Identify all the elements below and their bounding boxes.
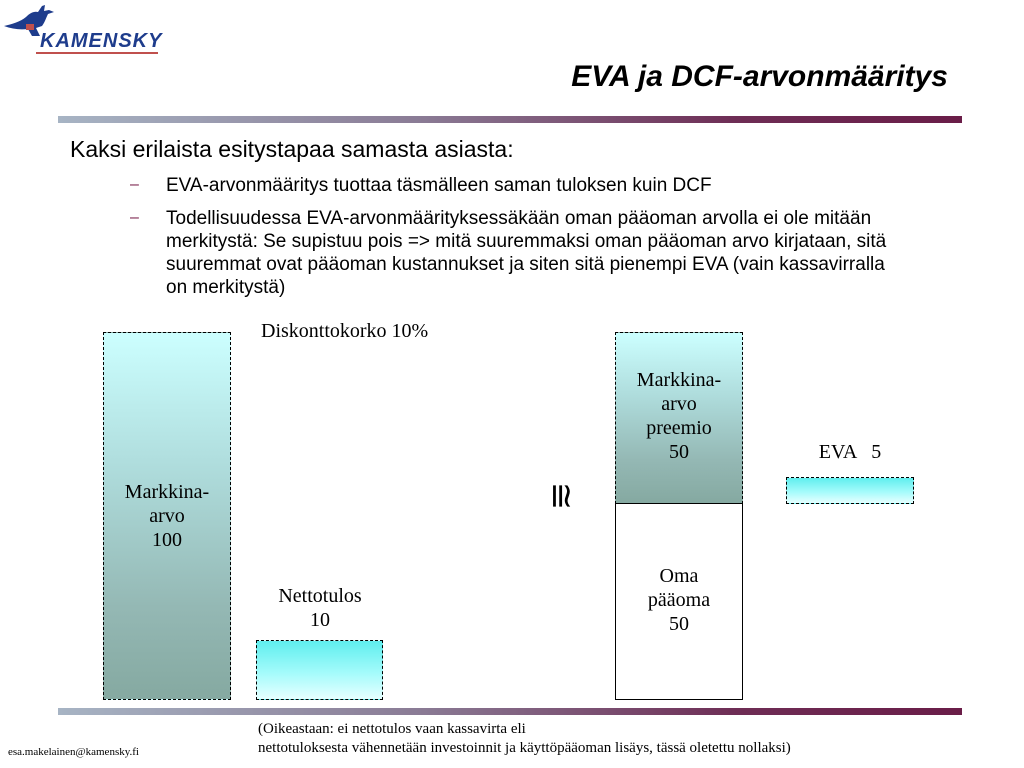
logo-brand-text: KAMENSKY xyxy=(40,30,163,52)
net-income-bar xyxy=(256,640,383,700)
eva-bar xyxy=(786,477,914,504)
slide-title: EVA ja DCF-arvonmääritys xyxy=(571,60,948,93)
market-value-label: Markkina- arvo 100 xyxy=(124,481,210,551)
net-income-label: Nettotulos 10 xyxy=(278,585,362,631)
title-divider xyxy=(58,116,962,123)
bullet-item: EVA-arvonmääritys tuottaa täsmälleen saman tuloksen kuin DCF xyxy=(166,175,712,196)
eva-label: EVA 5 xyxy=(818,441,882,463)
logo-underline xyxy=(36,52,158,54)
author-email: esa.makelainen@kamensky.fi xyxy=(8,746,139,758)
footnote: (Oikeastaan: ei nettotulos vaan kassavirta eli nettotuloksesta vähennetään investoinnit ja käyttöpääoman lisäys, tässä oletettu nollaksi) xyxy=(258,721,791,756)
bullet-marker: – xyxy=(130,209,139,226)
slide-heading: Kaksi erilaista esitystapaa samasta asiasta: xyxy=(70,136,514,162)
bullet-item: Todellisuudessa EVA-arvonmäärityksessäkään oman pääoman arvolla ei ole mitään merkitystä: Se supistuu pois => mitä suuremmaksi oman pääoman arvo kirjataan, sitä suuremmat ovat pääoman kustannukset ja siten sitä pienempi EVA (vain kassavirralla on merkitystä) xyxy=(166,208,887,298)
footer-divider xyxy=(58,708,962,715)
discount-rate-label: Diskonttokorko 10% xyxy=(261,320,429,342)
logo xyxy=(0,0,170,60)
equity-label: Oma pääoma 50 xyxy=(647,565,711,635)
approx-equal-symbol: ≅ xyxy=(542,481,579,511)
market-premium-label: Markkina- arvo preemio 50 xyxy=(636,369,722,463)
bullet-marker: – xyxy=(130,176,139,193)
